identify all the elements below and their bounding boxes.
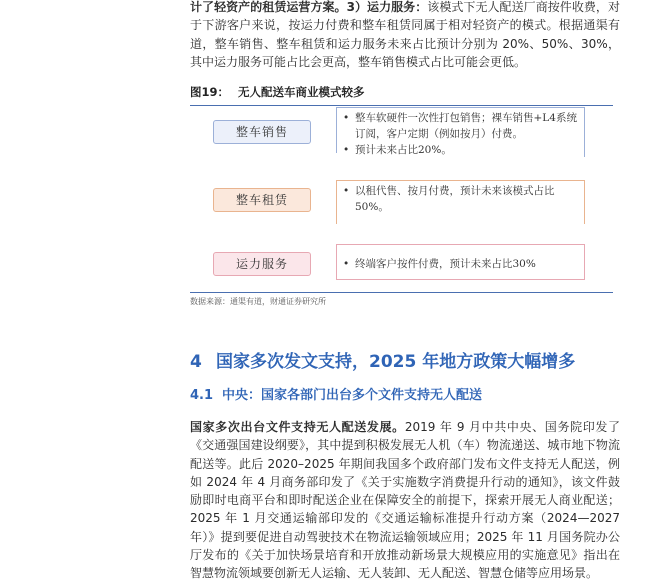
- model-vehicle-sales: 整车销售: [213, 120, 311, 144]
- bullet-item: • 终端客户按件付费，预计未来占比30%: [341, 256, 578, 272]
- figure-caption: 无人配送车商业模式较多: [238, 85, 365, 99]
- intro-rest: 该模式下无人配送厂商按件收费，对于下游客户来说，按运力付费和整车租赁同属于相对轻资产的模式。根据通渠有道，整车销售、整车租赁和运力服务未来占比预计分别为 20%、50%、30%，其中运力服务可能占比会更高，整车销售模式占比可能会更低。: [190, 0, 620, 69]
- section-number: 4: [190, 352, 202, 372]
- body-paragraph: [190, 418, 620, 583]
- model-vehicle-leasing: 整车租赁: [213, 188, 311, 212]
- bullet-item: • 整车软硬件一次性打包销售；裸车销售+L4系统订阅，客户定期（例如按月）付费。: [341, 110, 578, 142]
- subsection-title: 中央：国家各部门出台多个文件支持无人配送: [222, 388, 483, 403]
- figure-source: 数据来源：通渠有道，财通证券研究所: [190, 297, 326, 306]
- model-vehicle-sales-desc: [336, 107, 585, 156]
- section-heading: [190, 347, 575, 372]
- bullet-item: • 预计未来占比20%。: [341, 142, 578, 158]
- body-rest: 2019 年 9 月中共中央、国务院印发了《交通强国建设纲要》，其中提到积极发展无人机（车）物流递送、城市地下物流配送等。此后 2020–2025 年期间我国多个政府部门发布文件支持无人配送，例如 2024 年 4 月商务部印发了《关于实施数字消费提升行动的通知》，该文件鼓励即时电商平台和即时配送企业在保障安全的前提下，探索开展无人商业配送；2025 年 1 月交通运输部印发的《交通运输标准提升行动方案（2024—2027 年）》提到要促进自动驾驶技术在物流运输领域应用；2025 年 11 月国务院办公厅发布的《关于加快场景培育和开放推动新场景大规模应用的实施意见》指出在智慧物流领域要创新无人运输、无人装卸、无人配送、智慧仓储等应用场景。: [190, 420, 620, 581]
- subsection-heading: [190, 384, 482, 403]
- model-capacity-service-desc: [336, 244, 585, 280]
- subsection-number: 4.1: [190, 388, 214, 403]
- intro-paragraph: [190, 0, 620, 71]
- figure-title: [190, 84, 613, 106]
- model-vehicle-leasing-desc: [336, 180, 585, 224]
- model-capacity-service: 运力服务: [213, 252, 311, 276]
- figure-number: 图19：: [190, 85, 230, 99]
- intro-lead: 计了轻资产的租赁运营方案。3）运力服务：: [190, 0, 428, 14]
- bullet-item: • 以租代售、按月付费，预计未来该模式占比50%。: [341, 183, 578, 215]
- body-lead: 国家多次出台文件支持无人配送发展。: [190, 420, 405, 434]
- section-title: 国家多次发文支持，2025 年地方政策大幅增多: [216, 352, 576, 372]
- figure-bottom-rule: [190, 292, 613, 293]
